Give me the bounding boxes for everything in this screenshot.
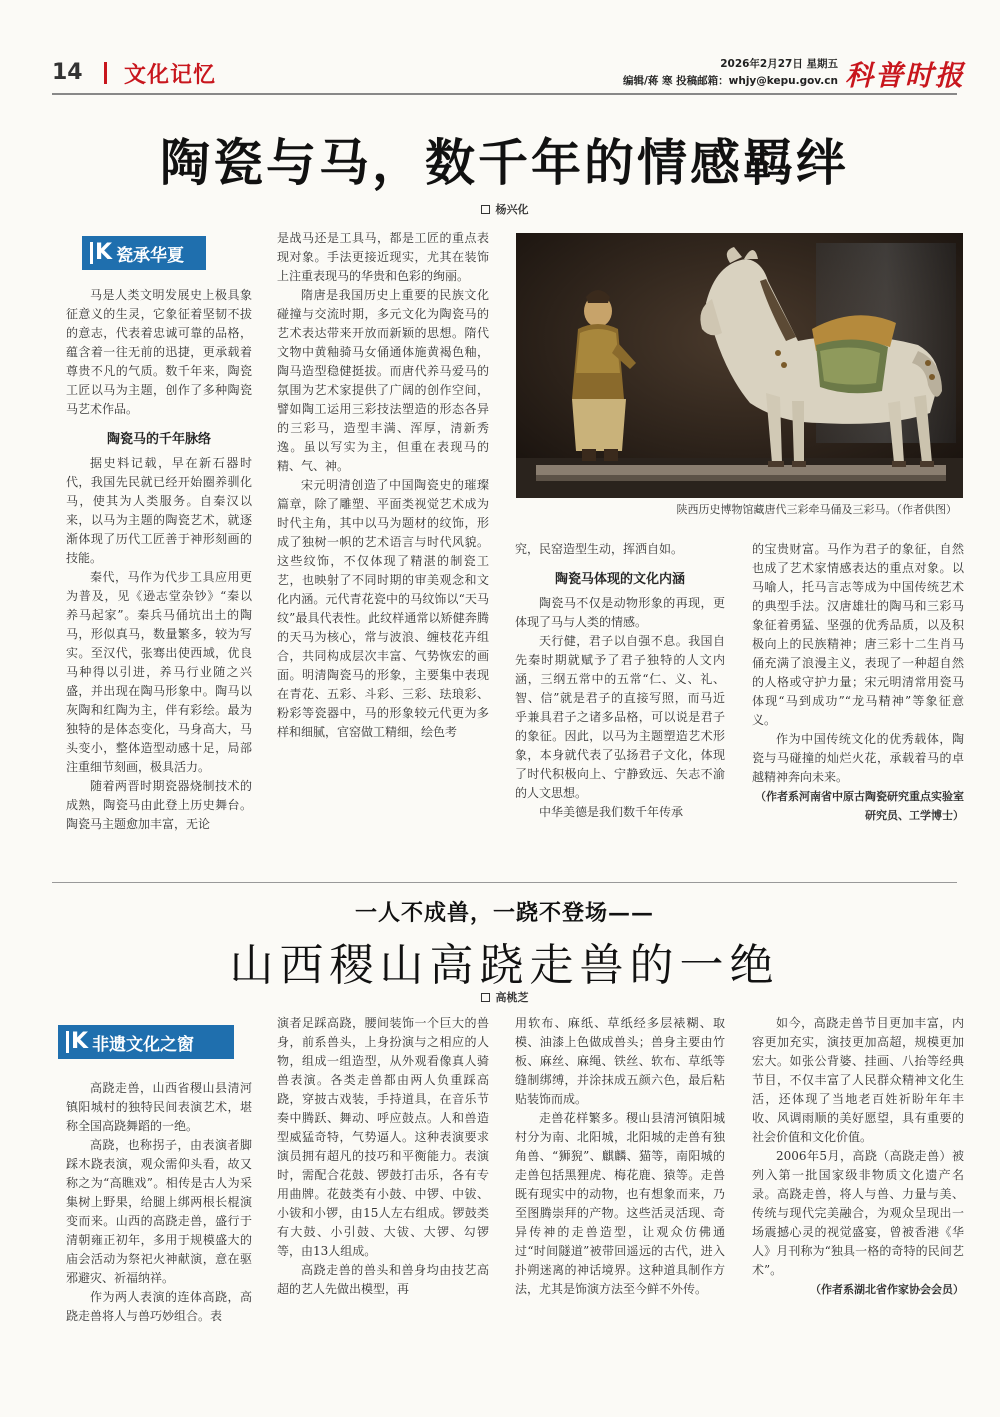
author-note: （作者系湖北省作家协会会员）: [810, 1283, 964, 1296]
newspaper-logo: 科普时报: [845, 59, 966, 92]
subheading: 陶瓷马体现的文化内涵: [554, 572, 685, 587]
article2-column-1: [66, 1079, 252, 1326]
tricolor-horse-photo: [516, 233, 963, 498]
paragraph: 高跷走兽，山西省稷山县清河镇阳城村的独特民间表演艺术，堪称全国高跷舞蹈的一绝。: [66, 1081, 252, 1133]
article2-title: 山西稷山高跷走兽的一绝: [229, 940, 780, 991]
section-title: 文化记忆: [124, 63, 217, 88]
article1-byline: [52, 201, 957, 217]
paragraph: 马是人类文明发展史上极具象征意义的生灵，它象征着坚韧不拔的意志，代表着忠诚可靠的品格，蕴含着一往无前的迅捷，更承载着尊贵不凡的气质。数千年来，陶瓷工匠以马为主题，创作了多种陶瓷马艺术作品。: [66, 288, 252, 416]
badge-k-icon: K: [66, 1031, 88, 1053]
paragraph: 天行健，君子以自强不息。我国自先秦时期就赋予了君子独特的人文内涵，三纲五常中的五常“仁、义、礼、智、信”就是君子的直接写照，而马近乎兼具君子之诸多品格，可以说是君子的象征。因此，以马为主题塑造艺术形象，本身就代表了弘扬君子文化，体现了时代积极向上、宁静致远、矢志不渝的人文思想。: [515, 634, 725, 800]
article2-kicker: 一人不成兽，一跷不登场——: [354, 900, 654, 926]
paragraph: 高跷走兽的兽头和兽身均由技艺高超的艺人先做出模型，再: [277, 1263, 489, 1296]
badge-k-icon: K: [90, 242, 112, 264]
article2-column-4: [752, 1014, 964, 1299]
paragraph: 隋唐是我国历史上重要的民族文化碰撞与交流时期，多元文化为陶瓷马的艺术表达带来开放而新颖的思想。隋代文物中黄釉骑马女俑通体施黄褐色釉，陶马造型稳健挺拔。而唐代养马爱马的氛围为艺术家提供了广阔的创作空间，譬如陶工运用三彩技法塑造的形态各异的三彩马，造型丰满、浑厚，清新秀逸。虽以写实为主，但重在表现马的精、气、神。: [277, 288, 489, 473]
paragraph: 走兽花样繁多。稷山县清河镇阳城村分为南、北阳城，北阳城的走兽有独角兽、“狮猊”、麒麟、猫等，南阳城的走兽包括黑狸虎、梅花鹿、猿等。走兽既有现实中的动物，也有想象而来，乃至图腾崇拜的产物。这些活灵活现、奇异传神的走兽造型，让观众仿佛通过“时间隧道”被带回遥远的古代，进入扑朔迷离的神话境界。这种道具制作方法，尤其是饰演方法至今鲜不外传。: [515, 1111, 725, 1296]
article1-badge-label: 瓷承华夏: [116, 245, 185, 266]
article2-byline: [52, 989, 957, 1005]
editor-contact: 编辑/蒋 寒 投稿邮箱：whjy@kepu.gov.cn: [623, 75, 838, 87]
paragraph: 陶瓷马不仅是动物形象的再现，更体现了马与人类的情感。: [515, 596, 725, 629]
header-meta: [593, 56, 838, 90]
header-rule: [52, 93, 957, 95]
paragraph: 用软布、麻纸、草纸经多层裱糊、取模、油漆上色做成兽头；兽身主要由竹板、麻丝、麻绳、铁丝、软布、草纸等缝制绑缚，并涂抹成五颜六色，最后粘贴装饰而成。: [515, 1016, 725, 1106]
article-photo: [516, 233, 963, 498]
paragraph: 作为中国传统文化的优秀载体，陶瓷与马碰撞的灿烂火花，承载着马的卓越精神奔向未来。: [752, 732, 964, 784]
article1-column-badge: [82, 236, 206, 270]
paragraph: 究，民窑造型生动，挥洒自如。: [515, 542, 684, 556]
article2-column-badge: [58, 1025, 234, 1059]
article1-author: 杨兴化: [495, 203, 529, 216]
article2-column-3: [515, 1014, 725, 1299]
paragraph: 2006年5月，高跷（高跷走兽）被列入第一批国家级非物质文化遗产名录。高跷走兽，将人与兽、力量与美、传统与现代完美融合，为观众呈现出一场震撼心灵的视觉盛宴，曾被香港《华人》月刊称为“独具一格的奇特的民间艺术”。: [752, 1149, 964, 1277]
subheading: 陶瓷马的千年脉络: [106, 432, 211, 447]
byline-square-icon: [481, 993, 490, 1002]
paragraph: 是战马还是工具马，都是工匠的重点表现对象。手法更接近现实，尤其在装饰上注重表现马的华贵和色彩的绚丽。: [277, 231, 489, 283]
paragraph: 如今，高跷走兽节目更加丰富，内容更加充实，演技更加高超，规模更加宏大。如张公背婆、挂画、八抬等经典节目，不仅丰富了人民群众精神文化生活，还体现了当地老百姓祈盼年年丰收、风调雨顺的美好愿望，具有重要的社会价值和文化价值。: [752, 1016, 964, 1144]
article2-badge-label: 非遗文化之窗: [92, 1034, 195, 1055]
paragraph: 据史料记载，早在新石器时代，我国先民就已经开始圈养驯化马，使其为人类服务。自秦汉以来，以马为主题的陶瓷艺术，就逐渐体现了历代工匠善于神形刻画的技能。: [66, 456, 252, 565]
paragraph: 随着两晋时期瓷器烧制技术的成熟，陶瓷马由此登上历史舞台。陶瓷马主题愈加丰富，无论: [66, 779, 252, 831]
article1-column-4: [752, 540, 964, 825]
paragraph: 高跷，也称拐子，由表演者脚踩木跷表演，观众需仰头看，故又称之为“高瞧戏”。相传是古人为采集树上野果，给腿上绑两根长棍演变而来。山西的高跷走兽，盛行于清朝雍正初年，多用于规模盛大的庙会活动为祭祀火神献演，意在驱邪避灾、祈福纳祥。: [66, 1138, 252, 1285]
header-divider: [104, 62, 107, 84]
paragraph: 中华美德是我们数千年传承: [539, 805, 684, 819]
article1-column-1: [66, 286, 252, 834]
article2-column-2: [277, 1014, 489, 1299]
paragraph: 秦代，马作为代步工具应用更为普及，见《逊志堂杂钞》“秦以养马起家”。秦兵马俑坑出土的陶马，形似真马，数量繁多，较为写实。至汉代，张骞出使西域，优良马种得以引进，养马行业随之兴盛，并出现在陶马形象中。陶马以灰陶和红陶为主，伴有彩绘。最为独特的是体态变化，马身高大，马头变小，整体造型动感十足，局部注重细节刻画，极具活力。: [66, 570, 252, 774]
paragraph: 宋元明清创造了中国陶瓷史的璀璨篇章，除了雕塑、平面类视觉艺术成为时代主角，其中以马为题材的纹饰，形成了独树一帜的艺术语言与时代风貌。这些纹饰，不仅体现了精湛的制瓷工艺，也映射了不同时期的审美观念和文化内涵。元代青花瓷中的马纹饰以“天马纹”最具代表性。此纹样通常以矫健奔腾的天马为核心，常与波浪、缠枝花卉组合，共同构成层次丰富、气势恢宏的画面。明清陶瓷马的形象，主要集中表现在青花、五彩、斗彩、三彩、珐琅彩、粉彩等瓷器中，马的形象较元代更为多样和细腻，官窑做工精细，绘色考: [277, 478, 489, 739]
paragraph: 的宝贵财富。马作为君子的象征，自然也成了艺术家情感表达的重点对象。以马喻人，托马言志等成为中国传统艺术的典型手法。汉唐雄壮的陶马和三彩马象征着勇猛、坚强的优秀品质，以及积极向上的民族精神；唐三彩十二生肖马俑充满了浪漫主义，表现了一种超自然的人格或守护力量；宋元明清常用瓷马体现“马到成功”“龙马精神”等象征意义。: [752, 542, 964, 727]
issue-date: 2026年2月27日 星期五: [720, 58, 838, 70]
page-number: 14: [52, 60, 83, 85]
photo-caption: 陕西历史博物馆藏唐代三彩牵马俑及三彩马。（作者供图）: [676, 503, 957, 516]
article-divider: [52, 882, 957, 883]
article2-author: 高桃芝: [495, 991, 529, 1004]
article1-title: 陶瓷与马，数千年的情感羁绊: [160, 134, 849, 192]
article1-column-2: [277, 229, 489, 742]
author-note: （作者系河南省中原古陶瓷研究重点实验室研究员、工学博士）: [755, 790, 964, 822]
byline-square-icon: [481, 205, 490, 214]
paragraph: 作为两人表演的连体高跷，高跷走兽将人与兽巧妙组合。表: [66, 1290, 252, 1323]
article1-column-3: [515, 540, 725, 822]
paragraph: 演者足踩高跷，腰间装饰一个巨大的兽身，前系兽头，上身扮演与之相应的人物，组成一组造型，从外观看像真人骑兽表演。各类走兽都由两人负重踩高跷，穿披古戏装，手持道具，在音乐节奏中腾跃、舞动、呼应鼓点。人和兽造型威猛奇特，气势逼人。这种表演要求演员拥有超凡的技巧和平衡能力。表演时，需配合花鼓、锣鼓打击乐，各有专用曲牌。花鼓类有小鼓、中锣、中钹、小钹和小锣，由15人左右组成。锣鼓类有大鼓、小引鼓、大钹、大锣、勾锣等，由13人组成。: [277, 1016, 489, 1258]
